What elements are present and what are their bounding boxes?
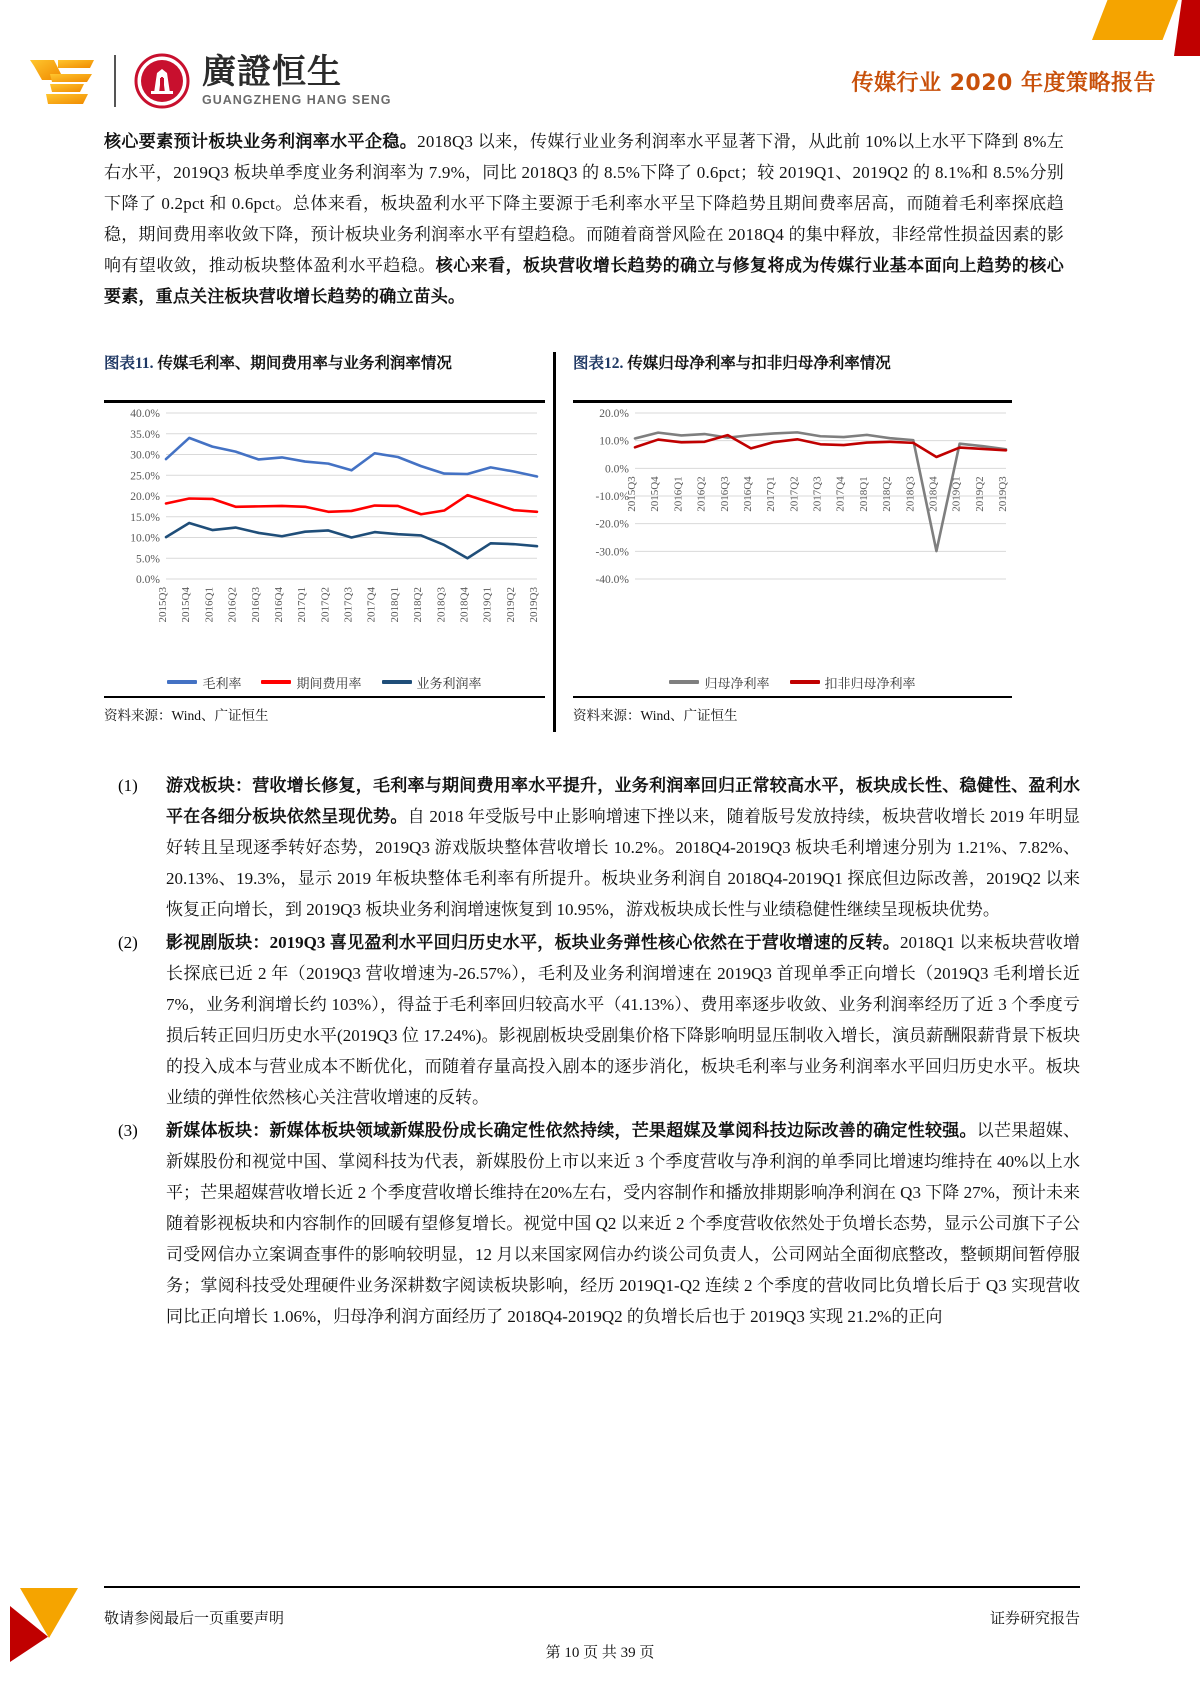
svg-text:2019Q2: 2019Q2: [504, 586, 517, 622]
list-item: [104, 927, 1080, 1113]
section-bold-lead: 游戏板块：营收增长修复，毛利率与期间费用率水平提升，业务利润率回归正常较高水平，板块成长性、稳健性、盈利水平在各细分板块依然呈现优势。: [166, 776, 1080, 826]
legend-color-swatch: [669, 680, 699, 684]
svg-text:40.0%: 40.0%: [130, 407, 160, 420]
svg-text:2016Q4: 2016Q4: [272, 586, 285, 622]
brand-text-block: [202, 51, 392, 108]
svg-text:0.0%: 0.0%: [605, 462, 629, 475]
svg-text:2017Q3: 2017Q3: [342, 586, 355, 622]
svg-text:-40.0%: -40.0%: [595, 573, 629, 586]
chart-svg-margin-rates: [104, 403, 545, 671]
svg-text:2018Q1: 2018Q1: [857, 475, 870, 512]
figure-12-number: 图表12.: [573, 355, 624, 372]
svg-text:2018Q3: 2018Q3: [904, 475, 917, 512]
list-item: [104, 1115, 1080, 1332]
numbered-sections: [104, 770, 1080, 1334]
svg-text:2017Q2: 2017Q2: [788, 475, 801, 512]
figure-12-legend: [573, 673, 1012, 692]
section-text: 自 2018 年受版号中止影响增速下挫以来，随着版号发放持续，板块营收增长 2019 年明显好转且呈现逐季转好态势，2019Q3 游戏版块整体营收增长 10.2%。2018Q4-2019Q3 板块毛利增速分别为 1.21%、7.82%、20.13%、19.3%，显示 2019 年板块整体毛利率有所提升。板块业务利润自 2018Q4-2019Q1 探底但边际改善，2019Q2 以来恢复正向增长，到 2019Q3 板块业务利润增速恢复到 10.95%，游戏板块成长性与业绩稳健性继续呈现板块优势。: [166, 807, 1081, 919]
section-number: (2): [118, 933, 138, 952]
legend-color-swatch: [261, 680, 291, 684]
figure-11-caption: 传媒毛利率、期间费用率与业务利润率情况: [157, 355, 452, 372]
figure-11-number: 图表11.: [104, 355, 154, 372]
svg-text:2018Q3: 2018Q3: [435, 586, 448, 622]
svg-text:2018Q4: 2018Q4: [927, 475, 940, 512]
svg-text:2015Q4: 2015Q4: [649, 475, 662, 512]
svg-text:35.0%: 35.0%: [130, 428, 160, 441]
svg-text:2016Q1: 2016Q1: [672, 475, 685, 512]
footer-right-note: 证券研究报告: [989, 1611, 1080, 1627]
svg-text:20.0%: 20.0%: [599, 407, 629, 420]
section-number: (3): [118, 1121, 138, 1140]
brand-name-en: GUANGZHENG HANG SENG: [202, 93, 392, 108]
svg-text:2016Q4: 2016Q4: [741, 475, 754, 512]
brand-logo-group: [28, 53, 391, 109]
svg-text:2015Q3: 2015Q3: [626, 475, 638, 512]
page-number: 第 10 页 共 39 页: [545, 1645, 655, 1661]
section-body: [166, 927, 1080, 1113]
svg-text:2018Q4: 2018Q4: [458, 586, 471, 622]
svg-text:2017Q1: 2017Q1: [765, 475, 778, 512]
legend-label: 归母净利率: [704, 676, 770, 692]
legend-color-swatch: [382, 680, 412, 684]
legend-label: 业务利润率: [416, 676, 482, 692]
figure-12-title: [573, 352, 1012, 398]
brand-name-cn: 廣證恒生: [202, 51, 342, 92]
svg-text:25.0%: 25.0%: [130, 469, 160, 482]
svg-text:10.0%: 10.0%: [599, 435, 629, 448]
figure-12: [563, 352, 1012, 732]
svg-text:2017Q4: 2017Q4: [365, 586, 378, 622]
svg-text:15.0%: 15.0%: [130, 511, 160, 524]
figure-11: [104, 352, 553, 732]
figures-divider: [553, 352, 556, 732]
svg-text:2018Q1: 2018Q1: [388, 586, 401, 622]
footer-left-note: 敬请参阅最后一页重要声明: [104, 1611, 285, 1627]
svg-text:2017Q1: 2017Q1: [296, 586, 309, 622]
svg-text:2016Q2: 2016Q2: [226, 586, 239, 622]
intro-paragraph: [104, 126, 1064, 312]
svg-text:2015Q4: 2015Q4: [180, 586, 193, 622]
svg-text:0.0%: 0.0%: [136, 573, 160, 586]
svg-text:2015Q3: 2015Q3: [157, 586, 169, 622]
svg-text:2016Q3: 2016Q3: [249, 586, 262, 622]
svg-text:2019Q3: 2019Q3: [528, 586, 540, 622]
figure-11-title: [104, 352, 545, 398]
section-bold-lead: 影视剧版块：2019Q3 喜见盈利水平回归历史水平，板块业务弹性核心依然在于营收增速的反转。: [166, 933, 901, 952]
svg-text:2017Q3: 2017Q3: [811, 475, 824, 512]
section-body: [166, 1115, 1080, 1332]
section-body: [166, 770, 1080, 925]
svg-text:2018Q2: 2018Q2: [412, 586, 425, 622]
svg-text:2016Q1: 2016Q1: [203, 586, 216, 622]
svg-text:2019Q1: 2019Q1: [481, 586, 494, 622]
figure-11-legend: [104, 673, 545, 692]
legend-item: [167, 673, 241, 692]
intro-lead: 核心要素预计板块业务利润率水平企稳。: [104, 132, 418, 151]
list-item: [104, 770, 1080, 925]
logo-separator: [114, 55, 116, 107]
section-text: 2018Q1 以来板块营收增长探底已近 2 年（2019Q3 营收增速为-26.57%），毛利及业务利润增速在 2019Q3 首现单季正向增长（2019Q3 毛利增长近 7%，业务利润增长约 103%），得益于毛利率回归较高水平（41.13%）、费用率逐步收敛、业务利润率经历了近 3 个季度亏损后转正回归历史水平(2019Q3 位 17.24%)。影视剧板块受剧集价格下降影响明显压制收入增长，演员薪酬限薪背景下板块的投入成本与营业成本不断优化，而随着存量高投入剧本的逐步消化，板块毛利率与业务利润率水平回归历史水平。板块业绩的弹性依然核心关注营收增速的反转。: [166, 933, 1080, 1107]
figures-row: [104, 352, 1110, 732]
svg-text:2019Q3: 2019Q3: [997, 475, 1009, 512]
figure-12-caption: 传媒归母净利率与扣非归母净利率情况: [627, 355, 891, 372]
legend-item: [790, 673, 916, 692]
legend-item: [382, 673, 482, 692]
svg-text:2016Q3: 2016Q3: [718, 475, 731, 512]
svg-text:2019Q1: 2019Q1: [950, 475, 963, 512]
figure-12-source: 资料来源：Wind、广证恒生: [573, 708, 738, 723]
figure-12-chart: [573, 403, 1012, 671]
company-seal-icon: [134, 53, 190, 109]
corner-gold-shape: [1092, 0, 1178, 40]
svg-text:20.0%: 20.0%: [130, 490, 160, 503]
legend-item: [261, 673, 361, 692]
svg-text:-10.0%: -10.0%: [595, 490, 629, 503]
section-bold-lead: 新媒体板块：新媒体板块领域新媒股份成长确定性依然持续，芒果超媒及掌阅科技边际改善的确定性较强。: [166, 1121, 977, 1140]
svg-text:2016Q2: 2016Q2: [695, 475, 708, 512]
svg-text:2017Q4: 2017Q4: [834, 475, 847, 512]
legend-label: 期间费用率: [296, 676, 362, 692]
footer-rule: [104, 1586, 1080, 1588]
legend-label: 扣非归母净利率: [824, 676, 916, 692]
legend-color-swatch: [167, 680, 197, 684]
section-number: (1): [118, 776, 138, 795]
section-text: 以芒果超媒、新媒股份和视觉中国、掌阅科技为代表，新媒股份上市以来近 3 个季度营收与净利润的单季同比增速均维持在 40%以上水平；芒果超媒营收增长近 2 个季度营收增长维持在20%左右，受内容制作和播放排期影响净利润在 Q3 下降 27%，预计未来随着影视板块和内容制作的回暖有望修复增长。视觉中国 Q2 以来近 2 个季度营收依然处于负增长态势，显示公司旗下子公司受网信办立案调查事件的影响较明显，12 月以来国家网信办约谈公司负责人，公司网站全面彻底整改，整顿期间暂停服务；掌阅科技受处理硬件业务深耕数字阅读板块影响，经历 2019Q1-Q2 连续 2 个季度的营收同比负增长后于 Q3 实现营收同比正向增长 1.06%，归母净利润方面经历了 2018Q4-2019Q2 的负增长后也于 2019Q3 实现 21.2%的正向: [166, 1121, 1080, 1326]
svg-text:-30.0%: -30.0%: [595, 545, 629, 558]
legend-label: 毛利率: [202, 676, 242, 692]
legend-item: [669, 673, 769, 692]
svg-text:30.0%: 30.0%: [130, 449, 160, 461]
intro-section: [104, 126, 1064, 312]
svg-text:2017Q2: 2017Q2: [319, 586, 332, 622]
legend-color-swatch: [790, 680, 820, 684]
ye-logo-icon: [28, 54, 96, 108]
page-header: [0, 40, 1200, 122]
intro-tail-bold: 核心来看，板块营收增长趋势的确立与修复将成为传媒行业基本面向上趋势的核心要素，重点关注板块营收增长趋势的确立苗头。: [104, 256, 1064, 306]
svg-text:5.0%: 5.0%: [136, 552, 160, 565]
svg-text:2018Q2: 2018Q2: [881, 475, 894, 512]
intro-text: 2018Q3 以来，传媒行业业务利润率水平显著下滑，从此前 10%以上水平下降到 8%左右水平，2019Q3 板块单季度业务利润率为 7.9%，同比 2018Q3 的 8.5%下降了 0.6pct；较 2019Q1、2019Q2 的 8.1%和 8.5%分别下降了 0.2pct 和 0.6pct。总体来看，板块盈利水平下降主要源于毛利率水平呈下降趋势且期间费率居高，而随着毛利率探底趋稳，期间费用率收敛下降，预计板块业务利润率水平有望趋稳。而随着商誉风险在 2018Q4 的集中释放，非经常性损益因素的影响有望收敛，推动板块整体盈利水平趋稳。: [104, 132, 1064, 275]
svg-text:-20.0%: -20.0%: [595, 518, 629, 531]
svg-text:10.0%: 10.0%: [130, 532, 160, 544]
figure-11-chart: [104, 403, 545, 671]
svg-text:2019Q2: 2019Q2: [973, 475, 986, 512]
page-footer: [104, 1607, 1080, 1628]
figure-11-source: 资料来源：Wind、广证恒生: [104, 708, 269, 723]
report-title: 传媒行业 2020 年度策略报告: [851, 70, 1156, 96]
chart-svg-net-margin: [573, 403, 1014, 671]
